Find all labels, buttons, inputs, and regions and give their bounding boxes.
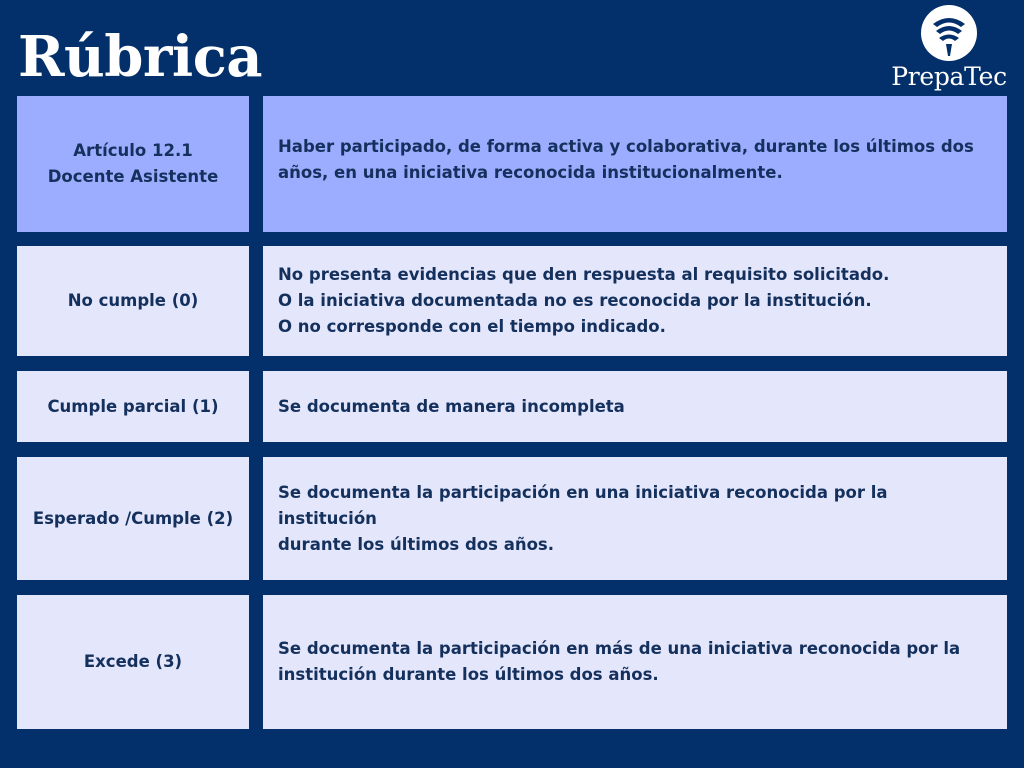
logo-text: PrepaTec [891,62,1007,91]
prepatec-logo [886,4,1012,94]
page-title: Rúbrica [18,24,263,90]
description-line: O no corresponde con el tiempo indicado. [278,317,666,336]
description-line: institución durante los últimos dos años. [278,665,659,684]
level-cell-cumple-parcial [17,371,249,442]
description-line: Se documenta la participación en más de una iniciativa reconocida por la [278,639,961,658]
description-line: Se documenta la participación en una iniciativa reconocida por la institución [278,482,888,528]
description-cell-no-cumple [263,246,1007,356]
header-article-cell [17,96,249,232]
level-label: Cumple parcial (1) [47,396,219,416]
article-number: Artículo 12.1 [73,141,193,160]
requirement-line: años, en una iniciativa reconocida institucionalmente. [278,163,783,182]
level-label: Excede (3) [83,652,183,671]
tec-torch-logo-icon [920,4,978,62]
description-cell-cumple-parcial [263,371,1007,442]
description-line: O la iniciativa documentada no es reconocida por la institución. [278,291,872,310]
description-line: No presenta evidencias que den respuesta al requisito solicitado. [278,265,890,284]
requirement-line: Haber participado, de forma activa y colaborativa, durante los últimos dos [278,137,974,156]
level-label: No cumple (0) [67,291,199,310]
description-line: durante los últimos dos años. [278,534,555,554]
level-cell-excede [17,595,249,729]
level-cell-no-cumple [17,246,249,356]
role-name: Docente Asistente [47,167,219,186]
description-cell-esperado [263,457,1007,580]
level-label: Esperado /Cumple (2) [32,508,234,528]
description-cell-excede [263,595,1007,729]
level-cell-esperado [17,457,249,580]
header-requirement-cell [263,96,1007,232]
description-line: Se documenta de manera incompleta [278,396,625,416]
